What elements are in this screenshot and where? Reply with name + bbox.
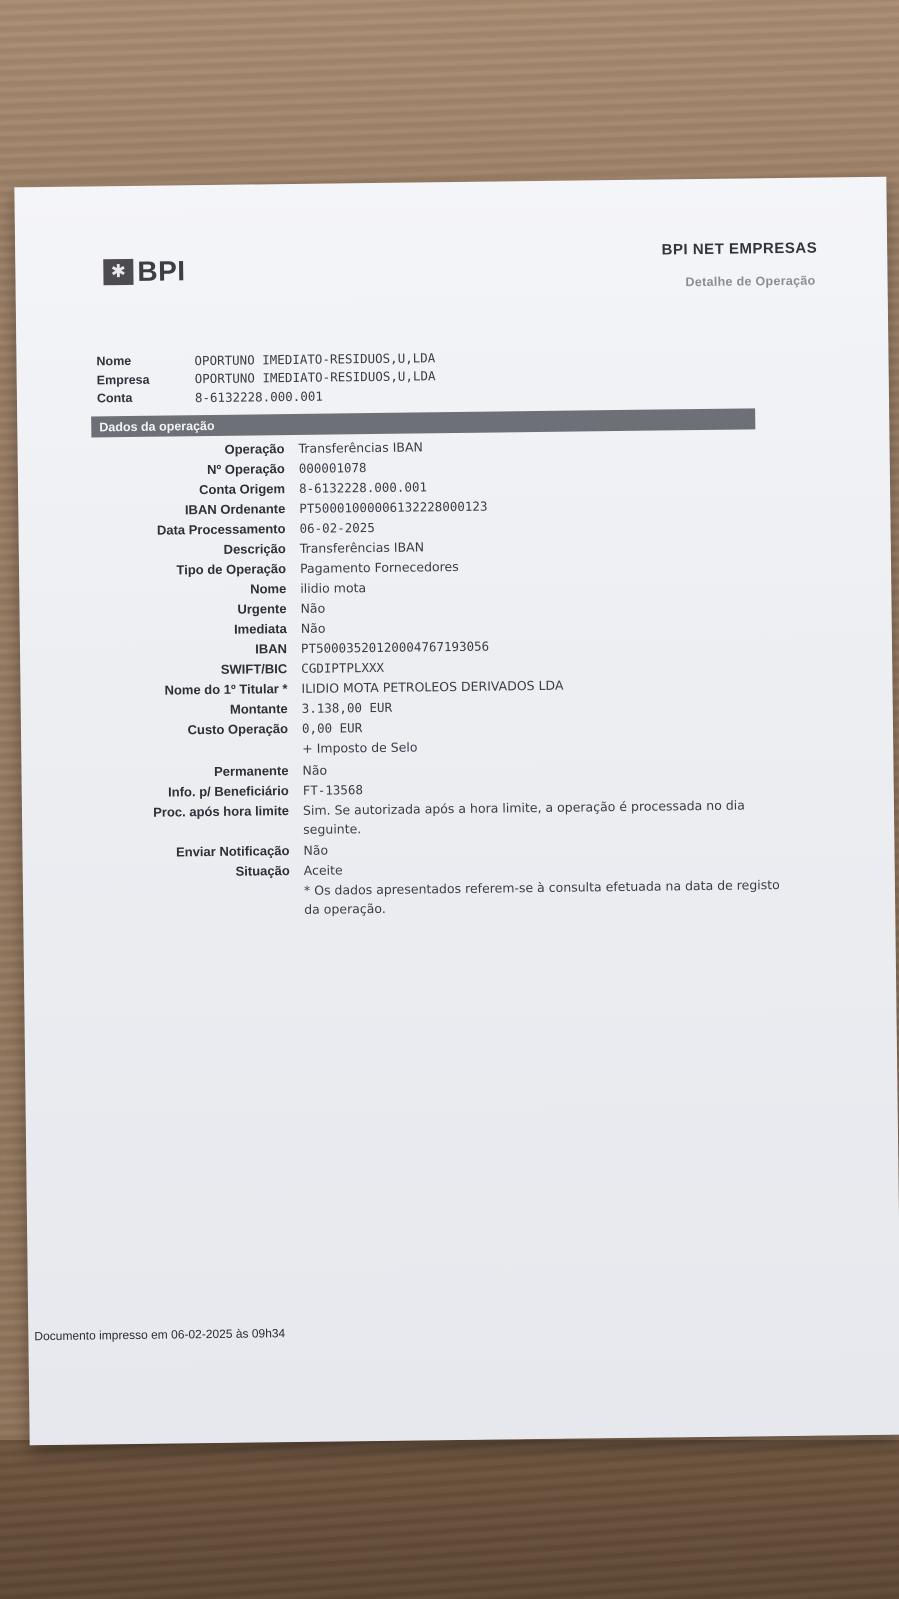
- detail-label: Urgente: [237, 601, 287, 617]
- logo-text: BPI: [137, 255, 186, 287]
- detail-label: IBAN: [255, 641, 288, 657]
- detail-label: Nome: [250, 581, 287, 597]
- detail-value: Não: [300, 620, 326, 636]
- print-footer: Documento impresso em 06-02-2025 às 09h34: [34, 1326, 286, 1344]
- section-title: Dados da operação: [99, 418, 215, 434]
- account-info-value: OPORTUNO IMEDIATO-RESIDUOS,U,LDA: [194, 368, 436, 387]
- detail-label: Situação: [235, 863, 290, 879]
- detail-value: Pagamento Fornecedores: [299, 558, 459, 576]
- app-title: BPI NET EMPRESAS: [661, 239, 818, 259]
- detail-value: 0,00 EUR: [301, 720, 363, 736]
- detail-value: ilidio mota: [300, 580, 367, 596]
- detail-value: CGDIPTPLXXX: [301, 659, 385, 676]
- detail-value: Transferências IBAN: [299, 539, 425, 556]
- desk-surface: [0, 1440, 899, 1599]
- detail-label: Tipo de Operação: [176, 561, 287, 578]
- account-info-row: [97, 385, 436, 408]
- disclaimer-note: * Os dados apresentados referem-se à consulta efetuada na data de registo da operação.: [303, 877, 780, 917]
- section-header: [91, 408, 755, 437]
- detail-value: ILIDIO MOTA PETROLEOS DERIVADOS LDA: [301, 677, 564, 696]
- detail-label: Permanente: [213, 763, 289, 779]
- detail-label: SWIFT/BIC: [220, 661, 288, 677]
- bpi-logo: [103, 255, 186, 288]
- detail-value: PT50003520120004767193056: [300, 638, 490, 656]
- detail-value: Aceite: [303, 862, 343, 878]
- page-subtitle: Detalhe de Operação: [685, 273, 816, 290]
- detail-label: Nº Operação: [206, 461, 285, 478]
- detail-label: Descrição: [223, 541, 286, 557]
- detail-value: 06-02-2025: [299, 519, 375, 536]
- account-info-label: Nome: [96, 354, 132, 369]
- detail-label: Imediata: [233, 621, 287, 637]
- detail-value: + Imposto de Selo: [302, 739, 418, 756]
- detail-value: 3.138,00 EUR: [301, 699, 393, 716]
- account-info: [96, 348, 435, 408]
- detail-label: Nome do 1º Titular *: [164, 681, 288, 698]
- detail-value: Transferências IBAN: [298, 439, 423, 456]
- detail-value: PT50001000006132228000123: [299, 498, 488, 516]
- detail-value: Não: [300, 600, 326, 616]
- detail-label: Enviar Notificação: [175, 843, 290, 860]
- detail-label: Custo Operação: [187, 721, 289, 738]
- detail-label: Operação: [224, 441, 285, 457]
- bpi-star-icon: ✱: [103, 259, 133, 285]
- detail-label: Proc. após hora limite: [153, 803, 290, 820]
- account-info-value: 8-6132228.000.001: [194, 388, 323, 405]
- account-info-label: Conta: [96, 391, 133, 406]
- printed-document: [14, 177, 899, 1446]
- detail-value: 8-6132228.000.001: [298, 479, 428, 496]
- detail-value: FT-13568: [302, 782, 364, 798]
- detail-value: Não: [303, 842, 329, 858]
- account-info-value: OPORTUNO IMEDIATO-RESIDUOS,U,LDA: [194, 349, 436, 368]
- detail-label: Data Processamento: [156, 521, 286, 538]
- account-info-label: Empresa: [96, 372, 150, 388]
- detail-row: [96, 795, 796, 842]
- detail-label: IBAN Ordenante: [184, 501, 286, 518]
- detail-label: Info. p/ Beneficiário: [168, 783, 289, 800]
- detail-value: 000001078: [298, 460, 367, 476]
- operation-details: [91, 433, 797, 922]
- detail-label: Montante: [229, 701, 288, 717]
- detail-value: Sim. Se autorizada após a hora limite, a operação é processada no dia seguinte.: [302, 797, 745, 837]
- detail-label: Conta Origem: [198, 481, 286, 498]
- detail-value: Não: [302, 762, 328, 778]
